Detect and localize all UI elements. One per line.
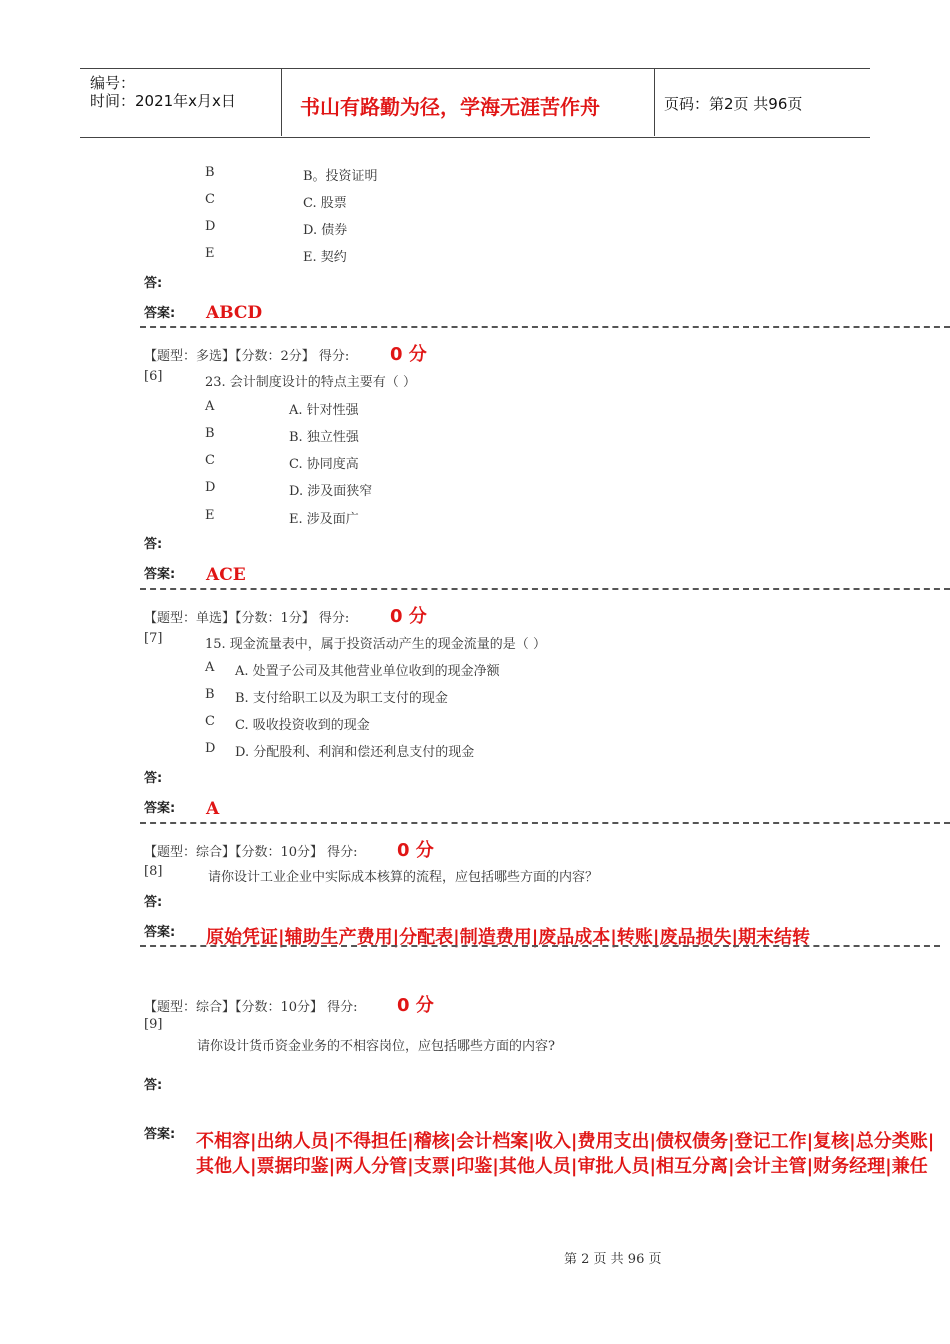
option-letter: B	[205, 687, 215, 702]
separator-dashed	[140, 945, 940, 947]
option-letter: A	[205, 660, 215, 675]
answer-label: 答案:	[144, 567, 176, 582]
option-text: A. 针对性强	[289, 403, 359, 418]
header-motto: 书山有路勤为径，学海无涯苦作舟	[300, 95, 600, 119]
question-index: [9]	[144, 1017, 163, 1032]
question-text: 请你设计工业企业中实际成本核算的流程，应包括哪些方面的内容？	[208, 870, 599, 885]
option-text: D. 债券	[303, 223, 348, 238]
option-text: B. 独立性强	[289, 430, 359, 445]
question-text: 15. 现金流量表中，属于投资活动产生的现金流量的是（ ）	[205, 637, 546, 652]
question-index: [6]	[144, 369, 163, 384]
separator-dashed	[140, 326, 950, 328]
header-divider-left	[281, 68, 282, 136]
option-letter: D	[205, 219, 216, 234]
option-text: E. 契约	[303, 250, 347, 265]
option-text: D. 分配股利、利润和偿还利息支付的现金	[235, 745, 475, 760]
option-text: C. 协同度高	[289, 457, 359, 472]
option-letter: E	[205, 508, 215, 523]
question-index: [7]	[144, 631, 163, 646]
question-index: [8]	[144, 864, 163, 879]
option-letter: A	[205, 399, 215, 414]
response-label: 答:	[144, 276, 163, 291]
separator-dashed	[140, 588, 950, 590]
question-text: 请你设计货币资金业务的不相容岗位，应包括哪些方面的内容?	[197, 1039, 555, 1054]
question-text: 23. 会计制度设计的特点主要有（ ）	[205, 375, 416, 390]
option-letter: C	[205, 453, 215, 468]
question-score: 0 分	[390, 344, 427, 365]
option-letter: B	[205, 165, 215, 180]
question-meta: 【题型：单选】【分数：1分】 得分:	[144, 611, 350, 626]
question-score: 0 分	[397, 840, 434, 861]
option-text: D. 涉及面狭窄	[289, 484, 373, 499]
answer-label: 答案:	[144, 925, 176, 940]
footer-page-number: 第 2 页 共 96 页	[564, 1252, 662, 1267]
option-letter: C	[205, 714, 215, 729]
response-label: 答:	[144, 1078, 163, 1093]
answer-label: 答案:	[144, 306, 176, 321]
question-meta: 【题型：综合】【分数：10分】 得分:	[144, 1000, 358, 1015]
response-label: 答:	[144, 895, 163, 910]
option-text: C. 吸收投资收到的现金	[235, 718, 370, 733]
question-score: 0 分	[397, 995, 434, 1016]
option-letter: B	[205, 426, 215, 441]
option-text: B。投资证明	[303, 169, 378, 184]
page-info: 页码：第2页 共96页	[664, 95, 803, 113]
header-divider-right	[654, 68, 655, 136]
separator-dashed	[140, 822, 950, 824]
option-text: E. 涉及面广	[289, 512, 359, 527]
answer-value: 不相容|出纳人员|不得担任|稽核|会计档案|收入|费用支出|债权债务|登记工作|复核|总分类账|其他人|票据印鉴|两人分管|支票|印鉴|其他人员|审批人员|相互分离|会计主管|财务经理|兼任	[196, 1131, 935, 1177]
question-meta: 【题型：综合】【分数：10分】 得分:	[144, 845, 358, 860]
option-letter: C	[205, 192, 215, 207]
option-letter: D	[205, 741, 216, 756]
document-time: 时间：2021年x月x日	[90, 92, 236, 110]
option-text: A. 处置子公司及其他营业单位收到的现金净额	[235, 664, 500, 679]
option-letter: E	[205, 246, 215, 261]
answer-value: ABCD	[206, 303, 263, 323]
response-label: 答:	[144, 771, 163, 786]
question-score: 0 分	[390, 606, 427, 627]
answer-value: A	[206, 799, 220, 819]
answer-value: ACE	[206, 565, 246, 585]
document-number-label: 编号：	[90, 74, 136, 92]
answer-value: 原始凭证|辅助生产费用|分配表|制造费用|废品成本|转账|废品损失|期末结转	[206, 927, 811, 948]
option-letter: D	[205, 480, 216, 495]
option-text: B. 支付给职工以及为职工支付的现金	[235, 691, 448, 706]
question-meta: 【题型：多选】【分数：2分】 得分:	[144, 349, 350, 364]
response-label: 答:	[144, 537, 163, 552]
answer-label: 答案:	[144, 1127, 176, 1142]
option-text: C. 股票	[303, 196, 347, 211]
answer-label: 答案:	[144, 801, 176, 816]
